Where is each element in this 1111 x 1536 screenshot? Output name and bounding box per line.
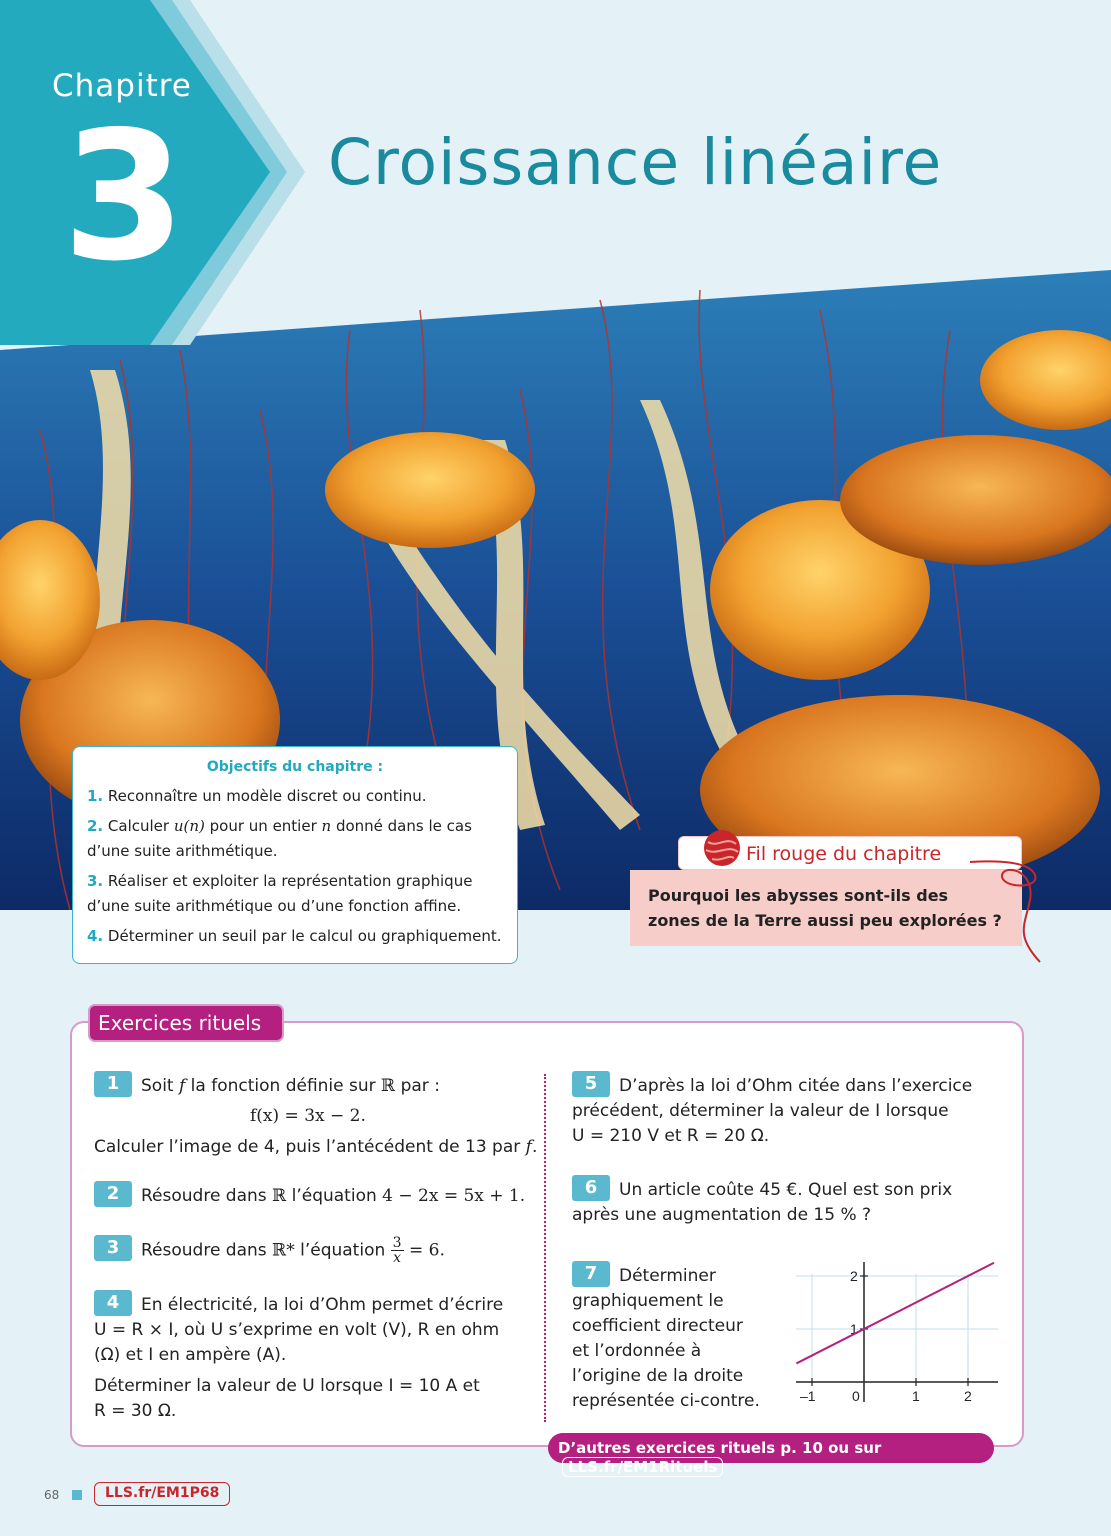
chapter-number: 3 [62,93,186,300]
objectives-box [72,746,518,964]
more-exercises-link[interactable]: LLS.fr/EM1Rituels [562,1457,723,1477]
text: Résoudre dans [141,1240,273,1261]
exercise-5-line-3: U = 210 V et R = 20 Ω. [572,1126,770,1146]
text: l’équation [294,1240,391,1261]
exercise-4-line-1: En électricité, la loi d’Ohm permet d’écrire [141,1295,504,1315]
x-tick-label: 2 [964,1388,972,1404]
math: ℝ [272,1186,287,1206]
objective-item [87,814,503,864]
text: par : [395,1076,440,1096]
objective-math: n [321,817,332,835]
exercise-number: 7 [572,1261,610,1287]
math: f [178,1076,186,1096]
exercise-number: 6 [572,1175,610,1201]
fil-rouge-title: Fil rouge du chapitre [746,843,942,865]
objective-text: Déterminer un seuil par le calcul ou graphiquement. [107,927,502,945]
objective-number: 2. [87,817,104,835]
text: la fonction définie sur [185,1076,382,1096]
objective-item [87,784,503,809]
footer-link[interactable]: LLS.fr/EM1P68 [94,1482,230,1506]
numerator: 3 [392,1235,402,1251]
exercise-1-line-3 [94,1135,537,1160]
math: f [525,1137,532,1157]
exercise-2-text [141,1184,525,1209]
exercise-7-line-4: et l’ordonnée à [572,1341,702,1361]
page-title: Croissance linéaire [328,126,943,199]
objective-text: pour un entier [204,817,322,835]
column-divider [544,1074,546,1422]
objective-text: Réaliser et exploiter la représentation graphique d’une suite arithmétique ou d’une fonction affine. [87,872,473,915]
exercise-7-line-1: Déterminer [619,1266,716,1286]
math: ℝ [381,1076,396,1096]
exercise-5-line-2: précédent, déterminer la valeur de I lorsque [572,1101,949,1121]
exercise-3-text [141,1236,445,1265]
more-exercises-text: D’autres exercices rituels p. 10 ou sur [558,1439,882,1457]
footer-marker [72,1490,82,1500]
thread-icon [960,840,1050,970]
math: 4 − 2x = 5x + 1. [382,1186,526,1206]
fraction [391,1236,404,1265]
yarn-ball-icon [700,826,744,870]
graph-grid [796,1274,998,1386]
exercise-4-line-4: Déterminer la valeur de U lorsque I = 10 A et [94,1376,480,1396]
y-tick-label: 1 [850,1321,858,1337]
objective-math: u(n) [173,817,205,835]
exercise-4-line-5: R = 30 Ω. [94,1401,177,1421]
objective-item [87,869,503,919]
exercise-7-line-6: représentée ci-contre. [572,1391,760,1411]
text: l’équation [286,1186,383,1206]
objective-text: Calculer [107,817,174,835]
graph-ticks [812,1276,968,1386]
objective-item [87,924,503,949]
exercise-number: 1 [94,1071,132,1097]
text: Soit [141,1076,179,1096]
x-tick-label: 1 [912,1388,920,1404]
y-tick-label: 2 [850,1268,858,1284]
objective-number: 4. [87,927,104,945]
objective-number: 3. [87,872,104,890]
exercises-tab: Exercices rituels [88,1004,284,1042]
graph-line [796,1263,994,1364]
x-tick-label: –1 [800,1388,816,1404]
exercise-6-line-2: après une augmentation de 15 % ? [572,1205,872,1225]
exercise-1-line-1 [141,1074,440,1099]
exercise-number: 5 [572,1071,610,1097]
exercise-4-line-3: (Ω) et I en ampère (A). [94,1345,287,1365]
exercise-7-line-3: coefficient directeur [572,1316,743,1336]
objective-text: Reconnaître un modèle discret ou continu. [107,787,427,805]
math: = 6. [403,1240,445,1261]
exercise-6-line-1: Un article coûte 45 €. Quel est son prix [619,1180,953,1200]
exercise-7-line-5: l’origine de la droite [572,1366,744,1386]
exercise-number: 2 [94,1181,132,1207]
objective-number: 1. [87,787,104,805]
objectives-title: Objectifs du chapitre : [206,759,384,775]
page-number: 68 [44,1488,60,1502]
math: ℝ* [272,1240,295,1261]
more-exercises-banner [548,1433,994,1476]
x-tick-label: 0 [852,1388,860,1404]
text: Résoudre dans [141,1186,273,1206]
fil-rouge-question: Pourquoi les abysses sont-ils des zones de la Terre aussi peu explorées ? [630,870,1022,946]
exercise-4-line-2: U = R × I, où U s’exprime en volt (V), R en ohm [94,1320,500,1340]
text: Calculer l’image de 4, puis l’antécédent de 13 par [94,1137,526,1157]
exercise-7-graph [790,1262,1002,1410]
denominator: x [393,1250,402,1266]
exercise-number: 3 [94,1235,132,1261]
text: . [531,1137,538,1157]
exercise-7-line-2: graphiquement le [572,1291,724,1311]
exercise-5-line-1: D’après la loi d’Ohm citée dans l’exercice [619,1076,973,1096]
chapter-label: Chapitre [52,68,192,104]
exercise-number: 4 [94,1290,132,1316]
exercise-1-formula: f(x) = 3x − 2. [250,1106,366,1126]
objective-text: donné dans le cas d’une suite arithmétique. [87,817,472,860]
